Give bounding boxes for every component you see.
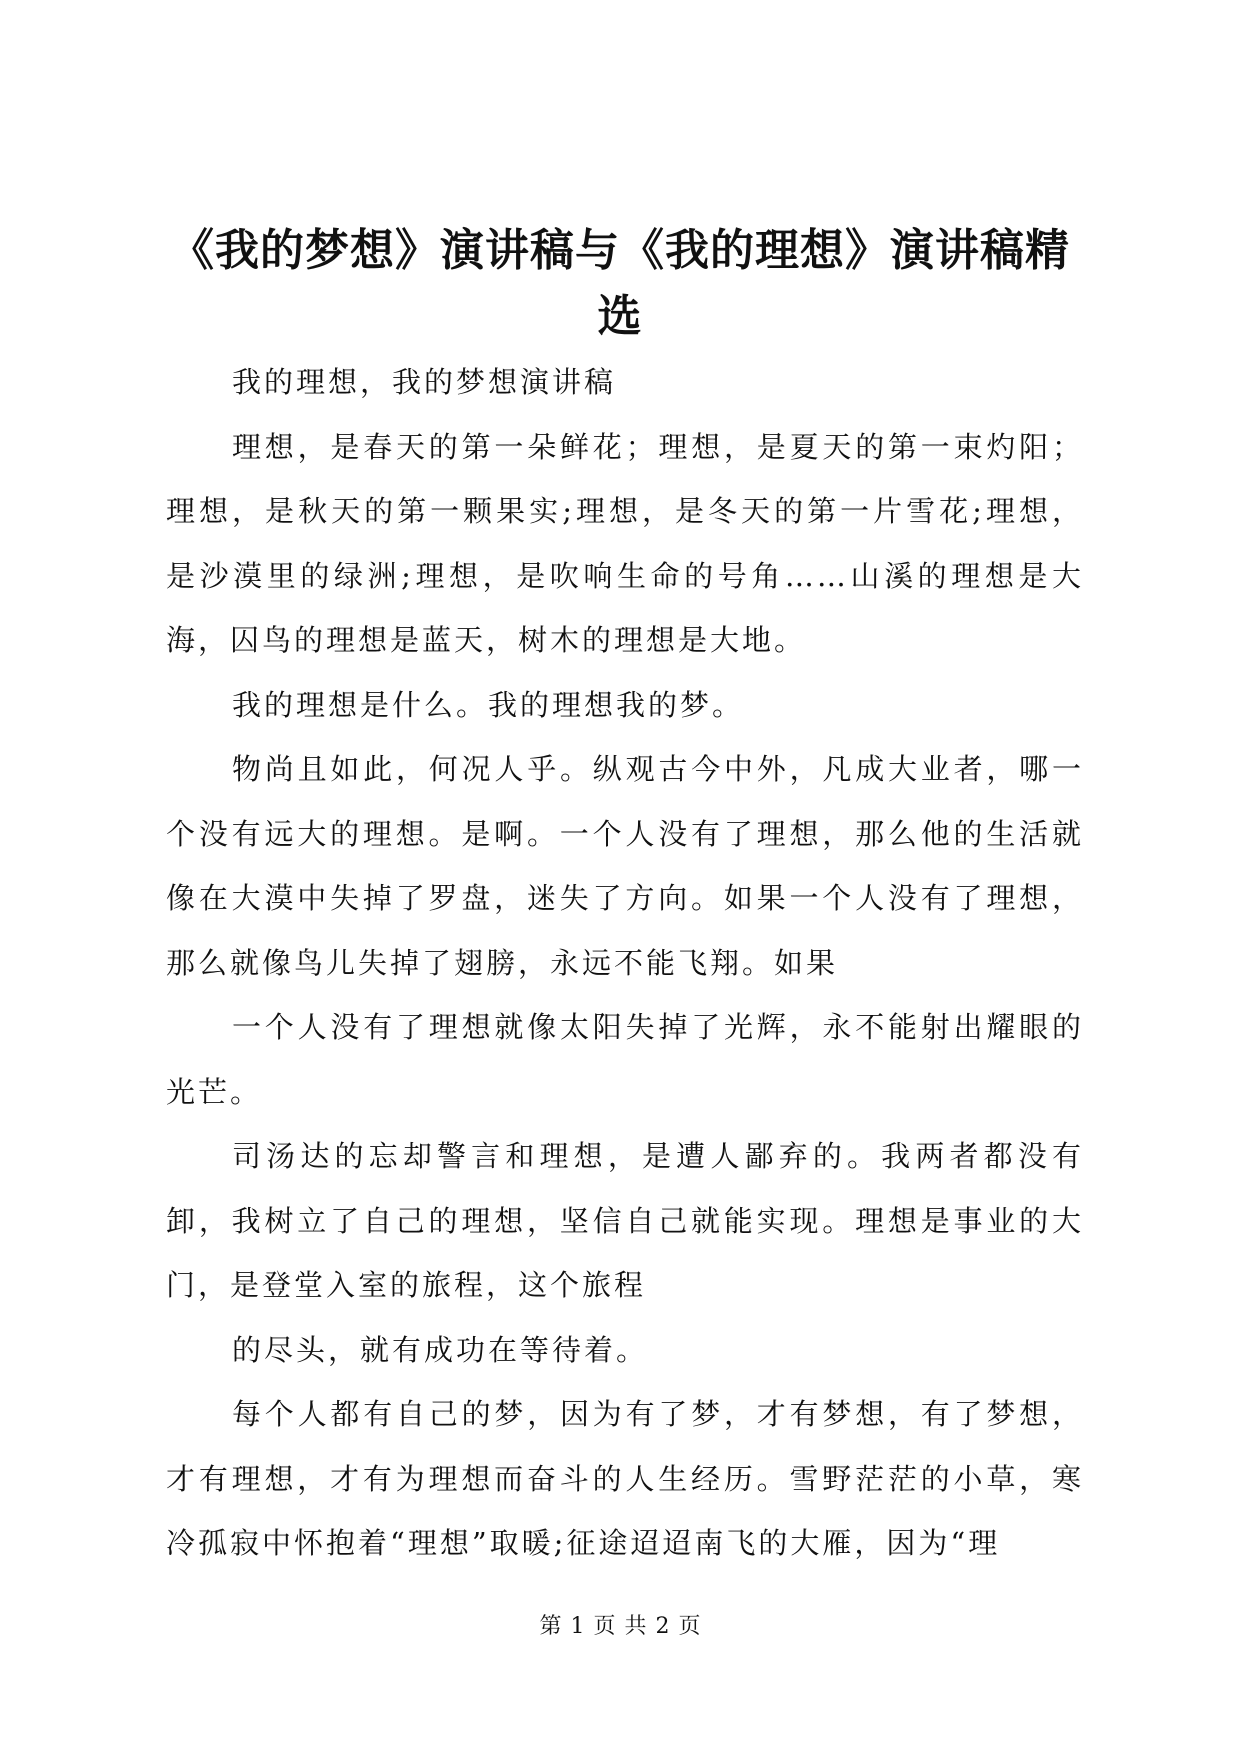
paragraph-subtitle: 我的理想，我的梦想演讲稿 [232,365,617,399]
paragraph-question: 我的理想是什么。我的理想我的梦。 [232,687,745,722]
document-title: 《我的梦想》演讲稿与《我的理想》演讲稿精选 [170,225,1070,342]
paragraph-success-awaits: 的尽头，就有成功在等待着。 [232,1332,649,1367]
paragraph-stendhal: 司汤达的忘却警言和理想，是遭人鄙弃的。我两者都没有卸，我树立了自己的理想，坚信自己就能实现。理想是事业的大门，是登堂入室的旅程，这个旅程 [166,1139,1084,1302]
paragraph-everyone-dreams: 每个人都有自己的梦，因为有了梦，才有梦想，有了梦想，才有理想，才有为理想而奋斗的人生经历。雪野茫茫的小草，寒冷孤寂中怀抱着“理想”取暖;征途迢迢南飞的大雁，因为“理 [166,1397,1084,1560]
paragraph-great-achievers: 物尚且如此，何况人乎。纵观古今中外，凡成大业者，哪一个没有远大的理想。是啊。一个人没有了理想，那么他的生活就像在大漠中失掉了罗盘，迷失了方向。如果一个人没有了理想，那么就像鸟儿失掉了翅膀，永远不能飞翔。如果 [166,752,1084,980]
paragraph-ideal-metaphors: 理想，是春天的第一朵鲜花；理想，是夏天的第一束灼阳；理想，是秋天的第一颗果实;理想，是冬天的第一片雪花;理想，是沙漠里的绿洲;理想，是吹响生命的号角……山溪的理想是大海，囚鸟的理想是蓝天，树木的理想是大地。 [166,429,1084,657]
paragraph-sun-metaphor: 一个人没有了理想就像太阳失掉了光辉，永不能射出耀眼的光芒。 [166,1010,1084,1109]
document-body [166,350,1084,1576]
page-footer: 第 1 页 共 2 页 [539,1614,702,1639]
